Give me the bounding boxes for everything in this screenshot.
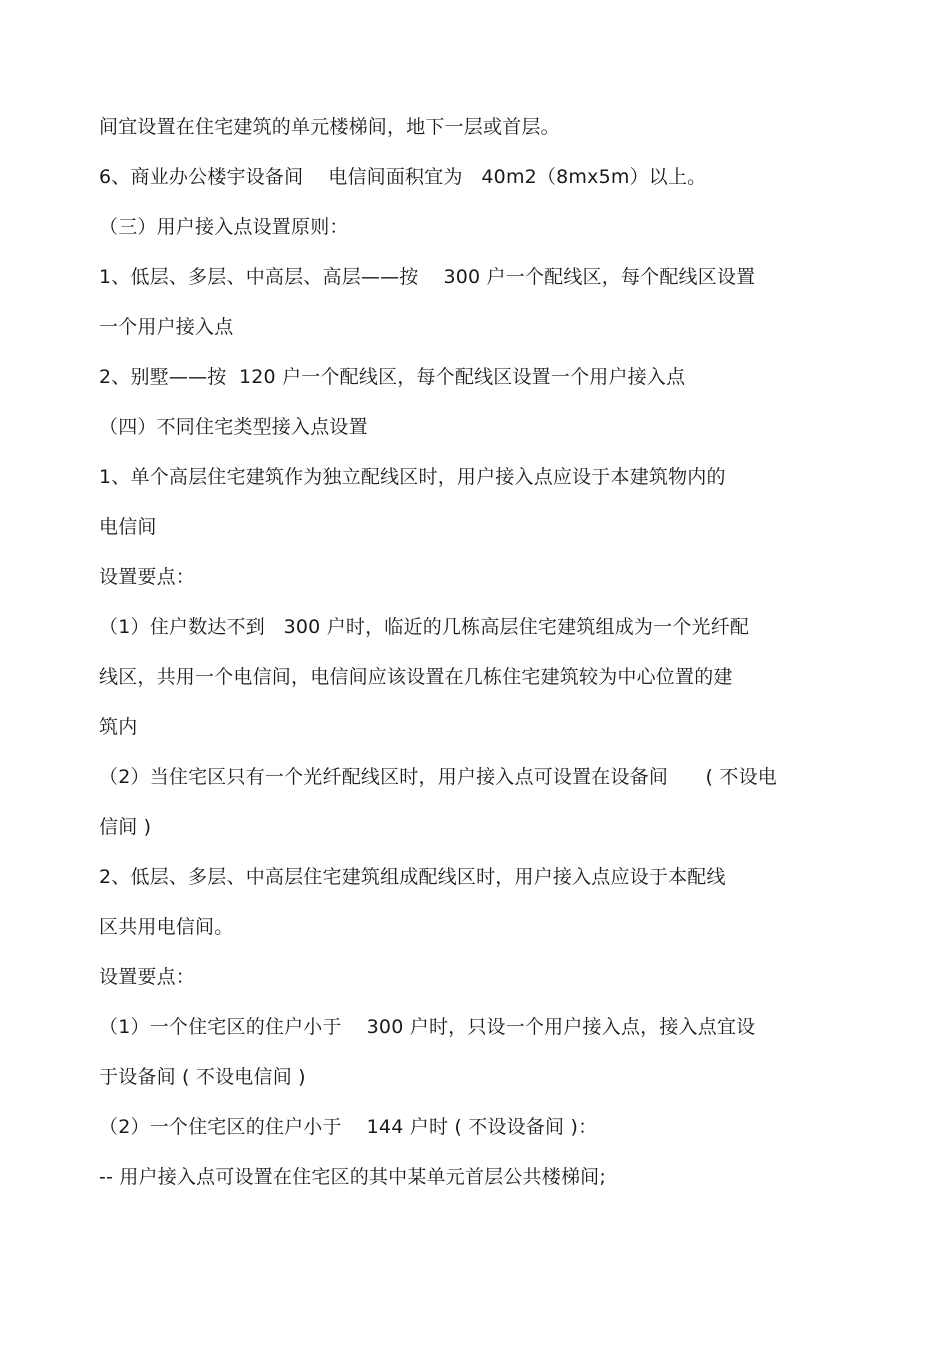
text-line-9: 电信间 <box>99 516 157 538</box>
text-line-2: 6、商业办公楼宇设备间 电信间面积宜为 40m2（8mx5m）以上。 <box>99 166 707 188</box>
text-line-21: （2）一个住宅区的住户小于 144 户时 ( 不设设备间 )： <box>99 1116 598 1138</box>
text-line-15: 信间 ) <box>99 816 152 838</box>
text-line-11: （1）住户数达不到 300 户时，临近的几栋高层住宅建筑组成为一个光纤配 <box>99 616 750 638</box>
text-line-16: 2、低层、多层、中高层住宅建筑组成配线区时，用户接入点应设于本配线 <box>99 866 726 888</box>
text-line-14: （2）当住宅区只有一个光纤配线区时，用户接入点可设置在设备间 ( 不设电 <box>99 766 777 788</box>
section-heading-4: （四）不同住宅类型接入点设置 <box>99 416 368 438</box>
text-line-12: 线区，共用一个电信间，电信间应该设置在几栋住宅建筑较为中心位置的建 <box>99 666 733 688</box>
text-line-22: -- 用户接入点可设置在住宅区的其中某单元首层公共楼梯间; <box>99 1166 606 1188</box>
subheading-setup-points-1: 设置要点： <box>99 566 196 588</box>
text-line-5: 一个用户接入点 <box>99 316 234 338</box>
text-line-1: 间宜设置在住宅建筑的单元楼梯间，地下一层或首层。 <box>99 116 560 138</box>
text-line-19: （1）一个住宅区的住户小于 300 户时，只设一个用户接入点，接入点宜设 <box>99 1016 756 1038</box>
text-line-4: 1、低层、多层、中高层、高层——按 300 户一个配线区，每个配线区设置 <box>99 266 756 288</box>
text-line-13: 筑内 <box>99 716 138 738</box>
text-line-8: 1、单个高层住宅建筑作为独立配线区时，用户接入点应设于本建筑物内的 <box>99 466 726 488</box>
text-line-20: 于设备间 ( 不设电信间 ) <box>99 1066 306 1088</box>
subheading-setup-points-2: 设置要点： <box>99 966 196 988</box>
text-line-17: 区共用电信间。 <box>99 916 234 938</box>
text-line-6: 2、别墅——按 120 户一个配线区，每个配线区设置一个用户接入点 <box>99 366 686 388</box>
section-heading-3: （三）用户接入点设置原则： <box>99 216 349 238</box>
